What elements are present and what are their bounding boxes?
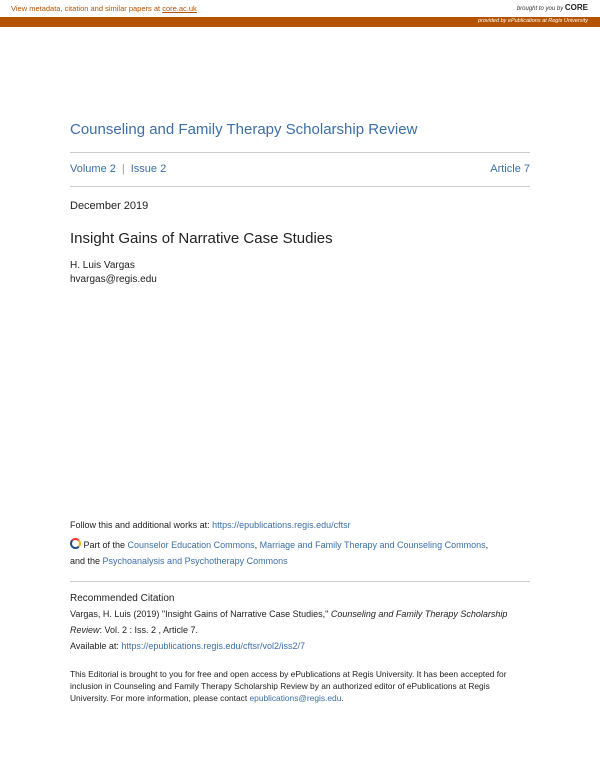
core-link[interactable]: core.ac.uk — [162, 4, 197, 13]
article-title: Insight Gains of Narrative Case Studies — [70, 230, 333, 247]
part-of-text: Part of the — [83, 540, 128, 550]
footer-end: . — [341, 693, 344, 703]
core-logo[interactable]: CORE — [564, 3, 588, 12]
author-name: H. Luis Vargas — [70, 260, 135, 271]
separator: , — [485, 540, 489, 550]
commons-link-counselor-education[interactable]: Counselor Education Commons — [127, 540, 255, 550]
follow-text: Follow this and additional works at: — [70, 520, 213, 530]
commons-link-psychoanalysis[interactable]: Psychoanalysis and Psychotherapy Commons — [102, 556, 288, 566]
citation-journal: Counseling and Family Therapy Scholarship Review — [70, 609, 508, 635]
date: December 2019 — [70, 200, 149, 212]
journal-title[interactable]: Counseling and Family Therapy Scholarship Review — [70, 121, 418, 138]
author-email: hvargas@regis.edu — [70, 274, 157, 285]
follow-link[interactable]: https://epublications.regis.edu/cftsr — [212, 520, 351, 530]
separator: , — [254, 540, 260, 550]
core-banner — [0, 0, 600, 17]
banner-text: View metadata, citation and similar papers at — [11, 4, 163, 13]
citation-text: Vargas, H. Luis (2019) "Insight Gains of Narrative Case Studies," — [70, 609, 331, 619]
article-link[interactable]: Article 7 — [490, 163, 530, 175]
commons-link-mft[interactable]: Marriage and Family Therapy and Counseling Commons — [259, 540, 486, 550]
divider — [70, 152, 530, 153]
commons-icon — [70, 538, 81, 549]
available-text: Available at: — [70, 641, 122, 651]
citation-heading: Recommended Citation — [70, 593, 175, 604]
brought-text: brought to you by — [516, 6, 564, 12]
separator: | — [121, 163, 125, 175]
contact-email-link[interactable]: epublications@regis.edu — [249, 693, 342, 703]
citation-link[interactable]: https://epublications.regis.edu/cftsr/vol2/iss2/7 — [121, 641, 305, 651]
citation-volume: : Vol. 2 : Iss. 2 , Article 7. — [99, 625, 199, 635]
provider-bar — [0, 17, 600, 27]
divider — [70, 186, 530, 187]
divider — [70, 581, 530, 582]
issue-link[interactable]: Issue 2 — [130, 163, 167, 175]
volume-link[interactable]: Volume 2 — [70, 163, 116, 175]
footer-text: This Editorial is brought to you for free and open access by ePublications at Regis University. It has been accepted for inclusion in Counseling and Family Therapy Scholarship Review by an authorized editor of ePublications at Regis University. For more information, please contact — [70, 669, 507, 703]
provider-text: provided by ePublications at Regis University — [477, 18, 588, 24]
and-text: and the — [70, 556, 103, 566]
